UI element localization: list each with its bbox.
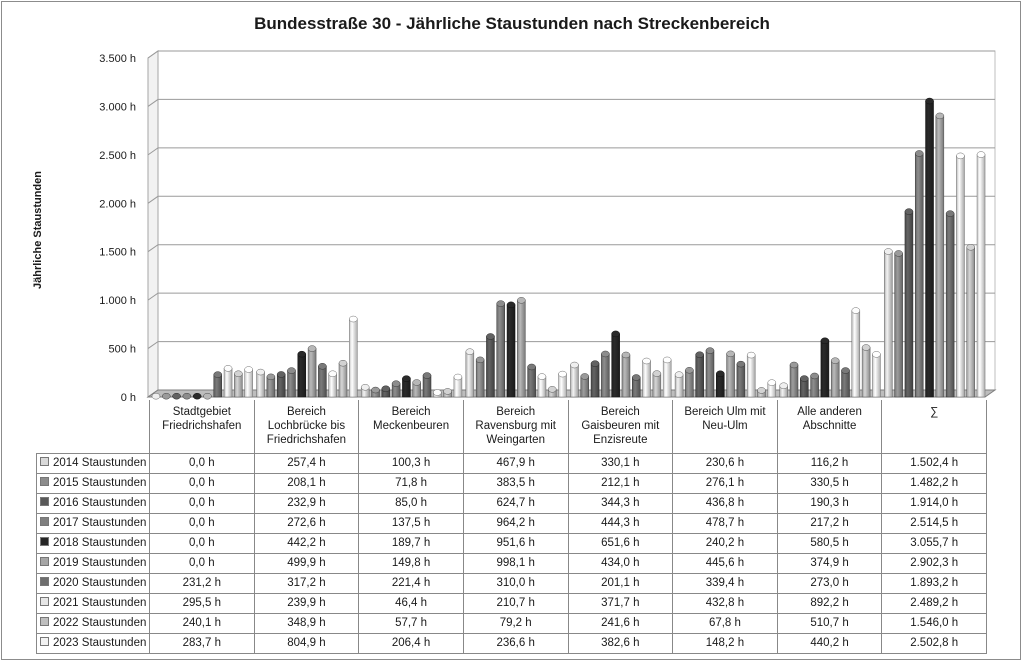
bar-top	[329, 371, 337, 377]
bar-top	[581, 373, 589, 379]
data-cell: 478,7 h	[673, 514, 778, 534]
bar	[601, 354, 609, 397]
data-cell: 0,0 h	[150, 494, 255, 514]
data-cell: 257,4 h	[254, 454, 359, 474]
data-cell: 221,4 h	[359, 574, 464, 594]
data-cell: 232,9 h	[254, 494, 359, 514]
legend-swatch	[40, 477, 49, 486]
series-name: 2020 Staustunden	[53, 577, 147, 589]
bar	[905, 212, 913, 397]
bar	[895, 253, 903, 397]
y-tick-label: 2.500 h	[99, 149, 136, 162]
bar-top	[339, 360, 347, 366]
data-cell: 0,0 h	[150, 454, 255, 474]
category-label-line: Neu-Ulm	[702, 420, 748, 432]
bar-top	[257, 369, 265, 375]
bar-top	[224, 365, 232, 371]
bar-top	[214, 372, 222, 378]
data-cell: 348,9 h	[254, 614, 359, 634]
y-tick-label: 2.000 h	[99, 198, 136, 211]
legend-swatch	[40, 497, 49, 506]
data-cell: 382,6 h	[568, 634, 673, 654]
bar-top	[967, 244, 975, 250]
data-cell: 295,5 h	[150, 594, 255, 614]
category-label-line: Lochbrücke bis	[267, 420, 346, 432]
bar-top	[956, 153, 964, 159]
legend-swatch	[40, 597, 49, 606]
data-cell: 1.546,0 h	[882, 614, 987, 634]
category-label-line: Friedrichshafen	[162, 420, 242, 432]
table-row	[37, 474, 987, 494]
data-cell: 383,5 h	[463, 474, 568, 494]
data-cell: 444,3 h	[568, 514, 673, 534]
data-cell: 330,5 h	[777, 474, 882, 494]
bar	[287, 371, 295, 397]
bar-top	[946, 211, 954, 217]
data-cell: 79,2 h	[463, 614, 568, 634]
series-legend-cell	[37, 554, 150, 574]
bar-top	[757, 387, 765, 393]
data-cell: 190,3 h	[777, 494, 882, 514]
data-cell: 276,1 h	[673, 474, 778, 494]
series-name: 2014 Staustunden	[53, 457, 147, 469]
bar-top	[716, 371, 724, 377]
bar	[737, 364, 745, 397]
series-legend-cell	[37, 614, 150, 634]
bar-top	[905, 209, 913, 215]
data-cell: 1.914,0 h	[882, 494, 987, 514]
series-legend-cell	[37, 594, 150, 614]
bar-top	[486, 333, 494, 339]
series-legend-cell	[37, 534, 150, 554]
y-tick-label: 3.500 h	[99, 53, 136, 65]
bar-top	[173, 393, 181, 399]
bar	[706, 351, 714, 397]
data-cell: 240,2 h	[673, 534, 778, 554]
bar	[653, 374, 661, 397]
bar-top	[768, 380, 776, 386]
bar-top	[444, 388, 452, 394]
data-cell: 1.502,4 h	[882, 454, 987, 474]
data-cell: 499,9 h	[254, 554, 359, 574]
bar	[517, 300, 525, 397]
data-cell: 2.502,8 h	[882, 634, 987, 654]
bar	[862, 348, 870, 397]
data-cell: 804,9 h	[254, 634, 359, 654]
bar	[612, 334, 620, 397]
bar-top	[790, 362, 798, 368]
bar-top	[915, 150, 923, 156]
data-cell: 998,1 h	[463, 554, 568, 574]
data-cell: 374,9 h	[777, 554, 882, 574]
category-label-line: Enzisreute	[593, 434, 648, 446]
data-cell: 239,9 h	[254, 594, 359, 614]
bar-top	[977, 152, 985, 158]
data-cell: 272,6 h	[254, 514, 359, 534]
bar-top	[601, 351, 609, 357]
bar-top	[895, 250, 903, 256]
data-cell: 210,7 h	[463, 594, 568, 614]
bar-top	[653, 371, 661, 377]
bar	[727, 354, 735, 397]
data-cell: 208,1 h	[254, 474, 359, 494]
data-cell: 951,6 h	[463, 534, 568, 554]
bar	[685, 370, 693, 397]
bar-top	[308, 346, 316, 352]
bar-top	[548, 386, 556, 392]
data-cell: 206,4 h	[359, 634, 464, 654]
data-cell: 1.482,2 h	[882, 474, 987, 494]
bar-top	[727, 351, 735, 357]
bar-top	[413, 379, 421, 385]
bar	[570, 365, 578, 397]
data-cell: 467,9 h	[463, 454, 568, 474]
bar	[675, 375, 683, 397]
data-cell: 2.514,5 h	[882, 514, 987, 534]
bar	[308, 349, 316, 397]
series-name: 2022 Staustunden	[53, 617, 147, 629]
category-label-line: Bereich	[391, 406, 431, 418]
data-cell: 442,2 h	[254, 534, 359, 554]
category-label	[150, 400, 255, 454]
data-cell: 317,2 h	[254, 574, 359, 594]
bar	[298, 354, 306, 397]
bar	[277, 374, 285, 397]
category-label-line: Bereich	[496, 406, 536, 418]
bar	[528, 367, 536, 397]
bar	[884, 251, 892, 397]
bar	[234, 374, 242, 397]
category-label-line: Weingarten	[486, 434, 545, 446]
data-cell: 432,8 h	[673, 594, 778, 614]
bar-top	[643, 358, 651, 364]
table-row	[37, 454, 987, 474]
data-cell: 67,8 h	[673, 614, 778, 634]
bar-top	[696, 352, 704, 358]
series-name: 2018 Staustunden	[53, 537, 147, 549]
data-cell: 273,0 h	[777, 574, 882, 594]
data-cell: 339,4 h	[673, 574, 778, 594]
bar	[831, 361, 839, 397]
bar-top	[162, 393, 170, 399]
data-cell: 434,0 h	[568, 554, 673, 574]
series-legend-cell	[37, 634, 150, 654]
bar-top	[821, 338, 829, 344]
y-tick-label: 1.000 h	[99, 295, 136, 308]
bar-top	[152, 393, 160, 399]
table-row	[37, 594, 987, 614]
bar-top	[245, 367, 253, 373]
bar-top	[382, 386, 390, 392]
data-cell: 2.902,3 h	[882, 554, 987, 574]
legend-swatch	[40, 537, 49, 546]
category-label	[359, 400, 464, 454]
bar-top	[361, 384, 369, 390]
table-header-row	[37, 400, 987, 454]
bar-top	[517, 297, 525, 303]
data-cell: 201,1 h	[568, 574, 673, 594]
legend-swatch	[40, 457, 49, 466]
data-table	[36, 400, 987, 654]
bar-top	[497, 301, 505, 307]
bar-top	[800, 376, 808, 382]
series-legend-cell	[37, 454, 150, 474]
category-label	[463, 400, 568, 454]
category-label-line: Abschnitte	[802, 420, 857, 432]
category-label-line: Bereich Ulm mit	[684, 406, 766, 418]
series-name: 2016 Staustunden	[53, 497, 147, 509]
bar	[622, 355, 630, 397]
plot-back-wall	[158, 51, 995, 390]
bar-top	[402, 376, 410, 382]
category-label	[777, 400, 882, 454]
data-cell: 445,6 h	[673, 554, 778, 574]
bar-top	[528, 364, 536, 370]
category-label	[673, 400, 778, 454]
data-cell: 0,0 h	[150, 514, 255, 534]
y-axis-label: Jährliche Staustunden	[32, 171, 44, 289]
bar-top	[685, 367, 693, 373]
data-cell: 344,3 h	[568, 494, 673, 514]
data-cell: 964,2 h	[463, 514, 568, 534]
bar-top	[559, 371, 567, 377]
bar-top	[936, 113, 944, 119]
bar	[956, 156, 964, 397]
bar-top	[287, 368, 295, 374]
data-cell: 212,1 h	[568, 474, 673, 494]
bar-top	[675, 372, 683, 378]
bar-top	[538, 374, 546, 380]
category-label-line: ∑	[930, 406, 939, 418]
data-cell: 137,5 h	[359, 514, 464, 534]
bar-top	[372, 387, 380, 393]
bar	[663, 360, 671, 397]
data-cell: 580,5 h	[777, 534, 882, 554]
category-label-line: Meckenbeuren	[373, 420, 450, 432]
data-cell: 2.489,2 h	[882, 594, 987, 614]
y-tick-label: 1.500 h	[99, 246, 136, 259]
legend-swatch	[40, 617, 49, 626]
data-cell: 892,2 h	[777, 594, 882, 614]
category-label	[254, 400, 359, 454]
bar-top	[507, 302, 515, 308]
bar-top	[632, 375, 640, 381]
bar	[790, 365, 798, 397]
bar-top	[433, 390, 441, 396]
data-cell: 71,8 h	[359, 474, 464, 494]
data-cell: 241,6 h	[568, 614, 673, 634]
bar	[497, 304, 505, 397]
data-cell: 230,6 h	[673, 454, 778, 474]
series-name: 2017 Staustunden	[53, 517, 147, 529]
series-legend-cell	[37, 474, 150, 494]
data-cell: 189,7 h	[359, 534, 464, 554]
bar	[329, 374, 337, 397]
data-cell: 148,2 h	[673, 634, 778, 654]
bar	[821, 341, 829, 397]
data-cell: 624,7 h	[463, 494, 568, 514]
bar-top	[298, 351, 306, 357]
table-row	[37, 494, 987, 514]
table-row	[37, 554, 987, 574]
bar	[926, 101, 934, 397]
category-label-line: Alle anderen	[797, 406, 862, 418]
data-cell: 0,0 h	[150, 474, 255, 494]
series-legend-cell	[37, 574, 150, 594]
bar	[507, 305, 515, 397]
bar-top	[831, 358, 839, 364]
legend-swatch	[40, 637, 49, 646]
data-cell: 371,7 h	[568, 594, 673, 614]
table-corner	[37, 400, 150, 454]
data-cell: 510,7 h	[777, 614, 882, 634]
bar-top	[183, 393, 191, 399]
bar-top	[466, 349, 474, 355]
bar-top	[349, 316, 357, 322]
table-row	[37, 614, 987, 634]
bar	[842, 371, 850, 397]
data-cell: 283,7 h	[150, 634, 255, 654]
legend-swatch	[40, 557, 49, 566]
category-label-line: Stadtgebiet	[172, 406, 231, 418]
bar	[747, 355, 755, 397]
bar-top	[591, 361, 599, 367]
bar	[967, 247, 975, 397]
table-row	[37, 514, 987, 534]
bar	[977, 155, 985, 397]
bar-top	[570, 362, 578, 368]
bar	[591, 364, 599, 397]
series-legend-cell	[37, 514, 150, 534]
bar-top	[454, 374, 462, 380]
bar	[696, 355, 704, 397]
data-cell: 57,7 h	[359, 614, 464, 634]
bar-top	[862, 345, 870, 351]
bar	[318, 366, 326, 397]
category-label	[882, 400, 987, 454]
bar	[466, 352, 474, 397]
bar	[643, 361, 651, 397]
bar-top	[476, 357, 484, 363]
bar-top	[392, 381, 400, 387]
legend-swatch	[40, 517, 49, 526]
bar-top	[193, 393, 201, 399]
bar-top	[267, 374, 275, 380]
bar	[946, 214, 954, 397]
data-cell: 240,1 h	[150, 614, 255, 634]
bar	[915, 153, 923, 397]
category-label	[568, 400, 673, 454]
data-cell: 310,0 h	[463, 574, 568, 594]
bar-top	[277, 371, 285, 377]
bar	[349, 319, 357, 397]
bar-top	[318, 363, 326, 369]
bar-top	[203, 393, 211, 399]
data-cell: 436,8 h	[673, 494, 778, 514]
data-cell: 46,4 h	[359, 594, 464, 614]
y-tick-label: 500 h	[108, 343, 136, 356]
series-name: 2019 Staustunden	[53, 557, 147, 569]
bar	[245, 370, 253, 397]
bar	[339, 363, 347, 397]
data-cell: 440,2 h	[777, 634, 882, 654]
category-label-line: Gaisbeuren mit	[581, 420, 660, 432]
bar	[476, 360, 484, 397]
bar	[257, 372, 265, 397]
category-label-line: Bereich	[600, 406, 640, 418]
data-cell: 217,2 h	[777, 514, 882, 534]
bar-top	[884, 248, 892, 254]
bar-top	[872, 351, 880, 357]
bar-top	[234, 371, 242, 377]
data-cell: 116,2 h	[777, 454, 882, 474]
data-cell: 0,0 h	[150, 534, 255, 554]
bar	[486, 336, 494, 397]
chart-title: Bundesstraße 30 - Jährliche Staustunden nach Streckenbereich	[254, 14, 770, 33]
bar	[224, 368, 232, 397]
bar	[852, 311, 860, 397]
table-row	[37, 534, 987, 554]
category-label-line: Ravensburg mit	[475, 420, 556, 432]
category-label-line: Bereich	[286, 406, 326, 418]
series-name: 2015 Staustunden	[53, 477, 147, 489]
bar-top	[780, 383, 788, 389]
data-cell: 651,6 h	[568, 534, 673, 554]
bar	[214, 375, 222, 397]
bar-top	[622, 352, 630, 358]
y-tick-label: 3.000 h	[99, 101, 136, 114]
bar-top	[747, 352, 755, 358]
table-row	[37, 634, 987, 654]
bar-top	[852, 308, 860, 314]
table-row	[37, 574, 987, 594]
data-cell: 100,3 h	[359, 454, 464, 474]
bar-top	[926, 98, 934, 104]
bar-top	[706, 348, 714, 354]
data-cell: 149,8 h	[359, 554, 464, 574]
bar-top	[423, 373, 431, 379]
series-name: 2023 Staustunden	[53, 637, 147, 649]
data-cell: 3.055,7 h	[882, 534, 987, 554]
data-cell: 0,0 h	[150, 554, 255, 574]
bar	[716, 374, 724, 397]
data-cell: 236,6 h	[463, 634, 568, 654]
y-tick-label: 0 h	[120, 392, 136, 404]
bar-top	[842, 368, 850, 374]
data-cell: 1.893,2 h	[882, 574, 987, 594]
bar-top	[811, 373, 819, 379]
bar-top	[737, 361, 745, 367]
bar	[936, 116, 944, 397]
legend-swatch	[40, 577, 49, 586]
bar-top	[612, 331, 620, 337]
data-cell: 85,0 h	[359, 494, 464, 514]
category-label-line: Friedrichshafen	[266, 434, 347, 446]
series-legend-cell	[37, 494, 150, 514]
bar-top	[663, 357, 671, 363]
data-cell: 231,2 h	[150, 574, 255, 594]
data-cell: 330,1 h	[568, 454, 673, 474]
bar	[559, 374, 567, 397]
bar	[872, 354, 880, 397]
series-name: 2021 Staustunden	[53, 597, 147, 609]
